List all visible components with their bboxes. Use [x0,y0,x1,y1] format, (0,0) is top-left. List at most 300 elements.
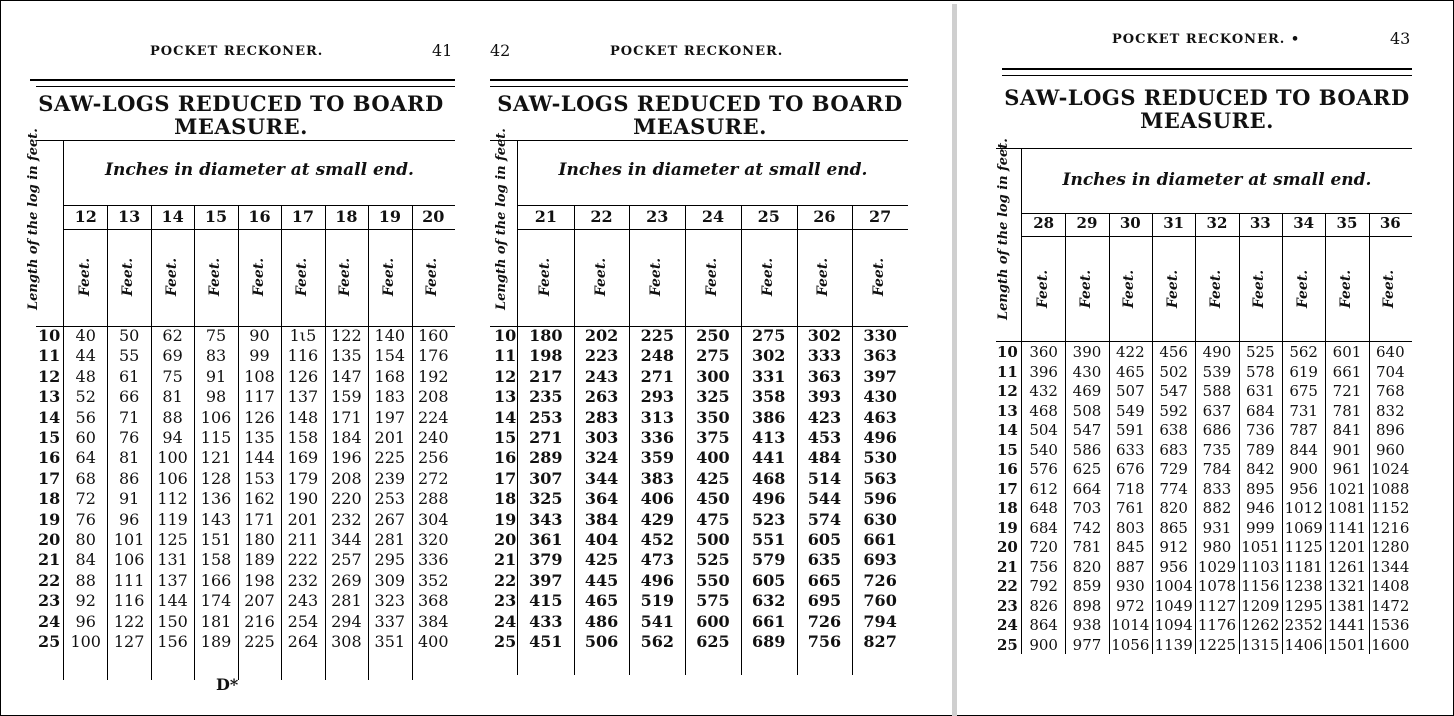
table-cell: 729 [1159,460,1188,478]
title-line-2: MEASURE. [633,114,767,139]
side-label: Length of the log in feet. [26,128,41,310]
table-cell: 900 [1029,635,1058,654]
table-title [36,92,446,138]
table-cell: 540 [1029,440,1058,459]
table-cell: 147 [331,366,362,386]
table-cell: 1127 [1197,596,1237,615]
table-cell: 612 [1029,479,1058,498]
row-length-label: 17 [997,479,1018,498]
row-length-label: 16 [38,448,61,468]
table-cell: 930 [1116,577,1145,595]
table-cell: 88 [75,570,96,590]
table-cell: 76 [75,509,96,529]
table-cell: 100 [70,632,101,651]
table-cell: 844 [1289,440,1318,459]
table-cell: 826 [1029,596,1058,615]
unit-label: Feet. [293,257,310,297]
table-cell: 441 [751,448,786,468]
top-rule-thin [490,86,908,87]
diameter-header: 20 [422,207,445,226]
table-cell: 468 [751,468,786,488]
table-cell: 1103 [1241,557,1280,576]
table-cell: 425 [696,468,730,488]
row-length-label: 10 [494,326,517,345]
unit-label: Feet. [704,257,720,297]
table-cell: 222 [287,550,319,570]
table-cell: 562 [640,632,674,651]
diameter-header: 28 [1033,214,1055,232]
table-cell: 211 [287,530,319,549]
table-cell: 196 [331,448,362,468]
table-cell: 895 [1246,479,1275,498]
table-cell: 912 [1159,538,1188,556]
diameter-header: 33 [1249,214,1271,232]
table-cell: 600 [696,611,730,631]
table-cell: 1344 [1371,557,1410,576]
table-cell: 62 [162,326,183,345]
diameter-header: 26 [813,207,836,226]
table-cell: 216 [244,611,275,631]
row-length-label: 12 [38,366,61,386]
table-cell: 999 [1246,518,1275,537]
unit-label: Feet. [380,257,397,297]
table-cell: 1600 [1371,635,1410,654]
table-cell: 363 [863,346,897,366]
table-cell: 153 [244,468,275,488]
table-cell: 496 [640,570,674,590]
table-cell: 413 [751,428,786,447]
table-cell: 84 [75,550,96,570]
table-cell: 865 [1159,518,1188,537]
table-cell: 1014 [1111,616,1150,634]
table-title [495,92,905,138]
table-cell: 144 [157,591,188,611]
row-length-label: 13 [38,387,61,407]
table-cell: 946 [1246,499,1275,517]
table-cell: 720 [1029,538,1058,556]
table-cell: 111 [113,570,145,590]
unit-label: Feet. [1381,269,1398,309]
table-cell: 44 [75,346,96,366]
table-cell: 293 [640,387,674,407]
title-line-2: MEASURE. [1140,108,1274,133]
unit-label: Feet. [648,257,665,297]
table-cell: 972 [1116,596,1145,615]
table-cell: 325 [696,387,730,407]
diameter-header: 17 [291,207,315,226]
table-cell: 272 [417,468,449,488]
table-cell: 197 [374,407,406,427]
table-cell: 445 [584,570,619,590]
table-cell: 961 [1332,460,1362,478]
table-cell: 135 [244,428,275,447]
table-cell: 827 [863,632,897,651]
table-cell: 451 [529,632,563,651]
table-cell: 406 [640,489,674,509]
table-cell: 337 [374,611,406,631]
table-cell: 619 [1289,362,1318,381]
unit-label: Feet. [337,257,354,297]
top-rule-thin [36,86,455,87]
row-length-label: 21 [997,557,1018,576]
table-cell: 530 [863,448,897,468]
table-cell: 116 [287,346,319,366]
table-cell: 1181 [1284,557,1323,576]
table-cell: 675 [1289,382,1318,400]
diameter-header: 18 [335,207,358,226]
table-cell: 320 [417,530,449,549]
table-cell: 91 [118,489,140,509]
diameter-header: 15 [204,207,228,226]
diameter-header: 31 [1163,214,1185,232]
table-cell: 625 [1072,460,1102,478]
table-cell: 190 [287,489,319,509]
table-cell: 257 [331,550,362,570]
table-cell: 90 [249,326,270,345]
table-cell: 400 [417,632,449,651]
table-cell: 586 [1072,440,1102,459]
table-cell: 397 [529,570,563,590]
diameter-header: 24 [701,207,725,226]
title-rule [490,140,908,141]
table-cell: 704 [1376,362,1405,381]
row-length-label: 17 [38,468,61,488]
top-rule [1002,68,1412,70]
table-cell: 71 [118,407,140,427]
table-cell: 525 [696,550,730,570]
table-cell: 803 [1116,518,1145,537]
table-cell: 384 [417,611,449,631]
table-cell: 281 [374,530,406,549]
page-gutter-divider [952,4,957,716]
row-length-label: 11 [494,346,517,366]
table-cell: 579 [751,550,786,570]
table-cell: 88 [162,407,183,427]
table-cell: 1408 [1371,577,1410,595]
table-cell: 661 [1332,362,1362,381]
table-cell: 166 [200,570,232,590]
signature-mark: D* [216,675,239,694]
row-length-label: 10 [38,326,61,345]
row-length-label: 19 [997,518,1018,537]
table-cell: 344 [584,468,619,488]
unit-label: Feet. [1208,269,1224,309]
table-cell: 578 [1246,362,1275,381]
table-cell: 60 [75,428,96,447]
table-cell: 253 [529,407,563,427]
table-cell: 330 [863,326,897,345]
table-cell: 1078 [1197,577,1237,595]
table-cell: 632 [751,591,786,611]
table-cell: 490 [1202,343,1232,361]
page-number: 42 [490,41,511,60]
row-length-label: 18 [38,489,61,509]
table-cell: 601 [1332,343,1362,361]
table-cell: 415 [529,591,563,611]
table-cell: 432 [1029,382,1058,400]
table-cell: 81 [118,448,140,468]
diameter-header: 32 [1206,214,1228,232]
table-cell: 1012 [1284,499,1323,517]
table-cell: 96 [118,509,140,529]
table-cell: 56 [75,407,96,427]
table-cell: 400 [696,448,730,468]
table-cell: 882 [1202,499,1232,517]
table-cell: 275 [696,346,730,366]
table-cell: 384 [584,509,619,529]
table-cell: 390 [1072,343,1102,361]
table-cell: 352 [417,570,449,590]
unit-label: Feet. [163,257,180,297]
table-cell: 833 [1202,479,1232,498]
table-cell: 144 [244,448,275,468]
table-cell: 1051 [1241,538,1280,556]
table-cell: 304 [417,509,449,529]
table-cell: 225 [640,326,674,345]
table-cell: 792 [1029,577,1058,595]
row-length-label: 15 [38,428,61,447]
unit-label: Feet. [1078,269,1094,309]
table-cell: 1141 [1327,518,1367,537]
table-cell: 456 [1159,343,1188,361]
table-cell: 137 [157,570,188,590]
table-cell: 1152 [1371,499,1410,517]
table-cell: 106 [113,550,145,570]
table-cell: 225 [244,632,275,651]
table-cell: 181 [200,611,232,631]
table-title [1002,86,1412,132]
table-cell: 248 [640,346,674,366]
table-cell: 108 [244,366,275,386]
unit-label: Feet. [1338,269,1354,309]
diameter-header: 21 [534,207,557,226]
unit-label: Feet. [871,257,888,297]
table-cell: 81 [162,387,183,407]
row-length-label: 13 [997,401,1018,420]
table-cell: 243 [584,366,619,386]
table-cell: 648 [1029,499,1058,517]
table-cell: 1321 [1327,577,1367,595]
table-cell: 1262 [1241,616,1280,634]
table-cell: 240 [417,428,449,447]
table-cell: 539 [1202,362,1232,381]
diameter-header: 27 [869,207,892,226]
table-cell: 549 [1116,401,1145,420]
table-cell: 180 [244,530,275,549]
table-cell: 1261 [1327,557,1367,576]
table-cell: 140 [374,326,406,345]
table-cell: 781 [1332,401,1362,420]
row-length-label: 23 [997,596,1018,615]
row-length-label: 25 [38,632,61,651]
table-cell: 379 [529,550,563,570]
table-cell: 1441 [1327,616,1367,634]
table-cell: 820 [1159,499,1188,517]
table-cell: 125 [157,530,188,549]
table-cell: 148 [287,407,319,427]
table-cell: 50 [118,326,140,345]
table-cell: 158 [287,428,319,447]
table-cell: 900 [1289,460,1318,478]
table-cell: 519 [640,591,674,611]
table-cell: 631 [1246,382,1275,400]
table-cell: 100 [157,448,188,468]
table-cell: 180 [529,326,563,345]
table-cell: 396 [1029,362,1058,381]
table-cell: 635 [807,550,842,570]
table-cell: 69 [162,346,183,366]
table-cell: 550 [696,570,730,590]
unit-label: Feet. [759,257,776,297]
table-cell: 307 [529,468,563,488]
table-cell: 80 [75,530,96,549]
table-cell: 350 [696,407,730,427]
side-label: Length of the log in feet. [996,138,1011,320]
table-cell: 506 [584,632,619,651]
row-length-label: 14 [494,407,517,427]
unit-label: Feet. [1164,269,1181,309]
running-head: POCKET RECKONER. • [1112,32,1301,47]
table-cell: 794 [863,611,897,631]
table-cell: 131 [157,550,188,570]
table-cell: 430 [863,387,897,407]
table-cell: 1381 [1327,596,1367,615]
table-cell: 633 [1116,440,1145,459]
table-cell: 591 [1116,421,1145,439]
running-head: POCKET RECKONER. [610,44,784,59]
table-cell: 784 [1202,460,1232,478]
table-cell: 302 [751,346,786,366]
table-cell: 1209 [1241,596,1280,615]
table-cell: 368 [417,591,449,611]
table-cell: 574 [807,509,842,529]
unit-label: Feet. [207,257,224,297]
side-label: Length of the log in feet. [494,128,509,310]
table-cell: 168 [374,366,406,386]
table-cell: 547 [1072,421,1102,439]
table-cell: 154 [374,346,406,366]
table-cell: 1315 [1241,635,1280,654]
table-cell: 325 [529,489,563,509]
top-rule [490,79,908,81]
row-length-label: 14 [38,407,61,427]
table-cell: 324 [584,448,619,468]
header-caption: Inches in diameter at small end. [105,160,414,180]
table-cell: 726 [863,570,897,590]
table-cell: 220 [331,489,362,509]
table-cell: 592 [1159,401,1188,420]
table-cell: 66 [118,387,140,407]
table-cell: 288 [417,489,449,509]
table-cell: 980 [1202,538,1232,556]
diameter-header: 29 [1076,214,1098,232]
table-cell: 169 [287,448,319,468]
table-cell: 83 [205,346,227,366]
table-cell: 588 [1202,382,1232,400]
table-cell: 693 [863,550,897,570]
table-cell: 1069 [1284,518,1323,537]
table-cell: 91 [205,366,227,386]
table-cell: 789 [1246,440,1275,459]
table-cell: 496 [751,489,786,509]
table-cell: 289 [529,448,563,468]
table-cell: 1238 [1284,577,1323,595]
table-cell: 294 [331,611,362,631]
unit-label: Feet. [536,257,553,297]
table-cell: 453 [807,428,842,447]
table-cell: 48 [75,366,96,386]
row-length-label: 20 [494,530,517,549]
table-cell: 425 [584,550,619,570]
table-cell: 128 [200,468,232,488]
table-cell: 496 [863,428,897,447]
table-cell: 683 [1159,440,1188,459]
table-cell: 508 [1072,401,1102,420]
table-cell: 676 [1116,460,1145,478]
table-cell: 640 [1376,343,1405,361]
table-cell: 264 [287,632,319,651]
unit-label: Feet. [1251,269,1268,309]
table-cell: 541 [640,611,674,631]
page-number: 41 [432,41,453,60]
unit-label: Feet. [424,257,441,297]
diameter-header: 25 [757,207,780,226]
table-cell: 303 [584,428,619,447]
table-cell: 469 [1072,382,1102,400]
table-cell: 86 [118,468,140,488]
table-cell: 383 [640,468,674,488]
table-cell: 1125 [1284,538,1323,556]
table-cell: 1094 [1154,616,1193,634]
row-length-label: 17 [494,468,517,488]
row-length-label: 13 [494,387,517,407]
table-cell: 64 [75,448,96,468]
row-length-label: 19 [494,509,517,529]
table-cell: 486 [584,611,619,631]
table-cell: 359 [640,448,674,468]
table-cell: 563 [863,468,897,488]
top-rule-thin [1002,75,1412,76]
table-cell: 718 [1116,479,1145,498]
table-cell: 75 [162,366,183,386]
table-cell: 127 [113,632,145,651]
table-cell: 1139 [1154,635,1193,654]
table-cell: 760 [863,591,897,611]
table-cell: 1049 [1154,596,1193,615]
table-cell: 756 [807,632,842,651]
diameter-header: 35 [1336,214,1358,232]
table-cell: 179 [287,468,319,488]
diameter-rule-bottom [1022,236,1412,237]
unit-label: Feet. [250,257,267,297]
table-cell: 202 [584,326,619,345]
header-caption: Inches in diameter at small end. [1062,170,1372,190]
table-cell: 2352 [1284,616,1323,634]
table-cell: 781 [1072,538,1102,556]
table-cell: 201 [287,509,319,529]
table-cell: 956 [1159,557,1188,576]
row-length-label: 12 [997,382,1018,400]
table-cell: 422 [1116,343,1145,361]
table-cell: 336 [640,428,674,447]
table-cell: 686 [1202,421,1232,439]
table-cell: 61 [118,366,140,386]
table-cell: 364 [584,489,619,509]
table-cell: 468 [1029,401,1058,420]
table-cell: 336 [417,550,449,570]
title-line-2: MEASURE. [174,114,308,139]
header-caption: Inches in diameter at small end. [558,160,868,180]
